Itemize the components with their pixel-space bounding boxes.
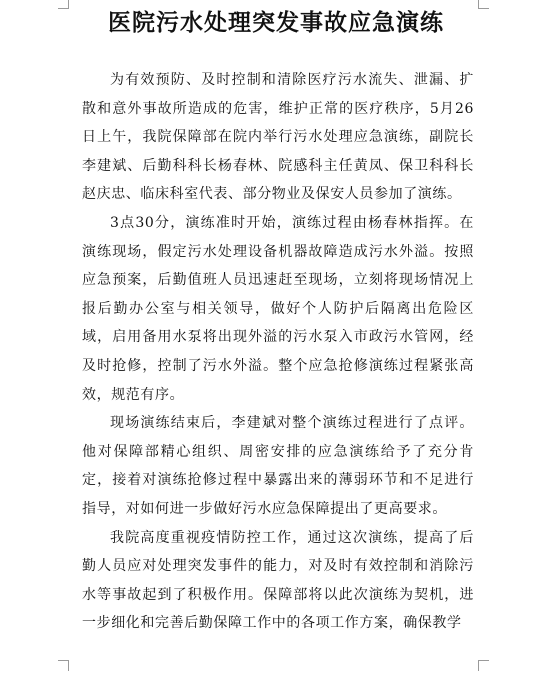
paragraph-1: 为有效预防、及时控制和清除医疗污水流失、泄漏、扩散和意外事故所造成的危害，维护正常的医疗秩序，5月26日上午，我院保障部在院内举行污水处理应急演练，副院长李建斌、后勤科科长杨春林、院感科主任黄凤、保卫科科长赵庆忠、临床科室代表、部分物业及保安人员参加了演练。 [82, 72, 474, 203]
paragraph-4: 我院高度重视疫情防控工作，通过这次演练，提高了后勤人员应对处理突发事件的能力，对及时有效控制和消除污水等事故起到了积极作用。保障部将以此次演练为契机，进一步细化和完善后勤保障工作中的各项工作方案，确保教学 [82, 529, 474, 632]
document-title: 医院污水处理突发事故应急演练 [108, 10, 444, 36]
crop-mark-bottom-right [478, 660, 489, 671]
paragraph-3: 现场演练结束后，李建斌对整个演练过程进行了点评。他对保障部精心组织、周密安排的应急演练给予了充分肯定，接着对演练抢修过程中暴露出来的薄弱环节和不足进行指导，对如何进一步做好污水应急保障提出了更高要求。 [82, 415, 474, 517]
document-body [82, 66, 474, 638]
paragraph-2: 3点30分，演练准时开始，演练过程由杨春林指挥。在演练现场，假定污水处理设备机器故障造成污水外溢。按照应急预案，后勤值班人员迅速赶至现场，立刻将现场情况上报后勤办公室与相关领导，做好个人防护后隔离出危险区域，启用备用水泵将出现外溢的污水泵入市政污水管网，经及时抢修，控制了污水外溢。整个应急抢修演练过程紧张高效，规范有序。 [82, 214, 474, 403]
crop-mark-bottom-left [58, 660, 69, 671]
